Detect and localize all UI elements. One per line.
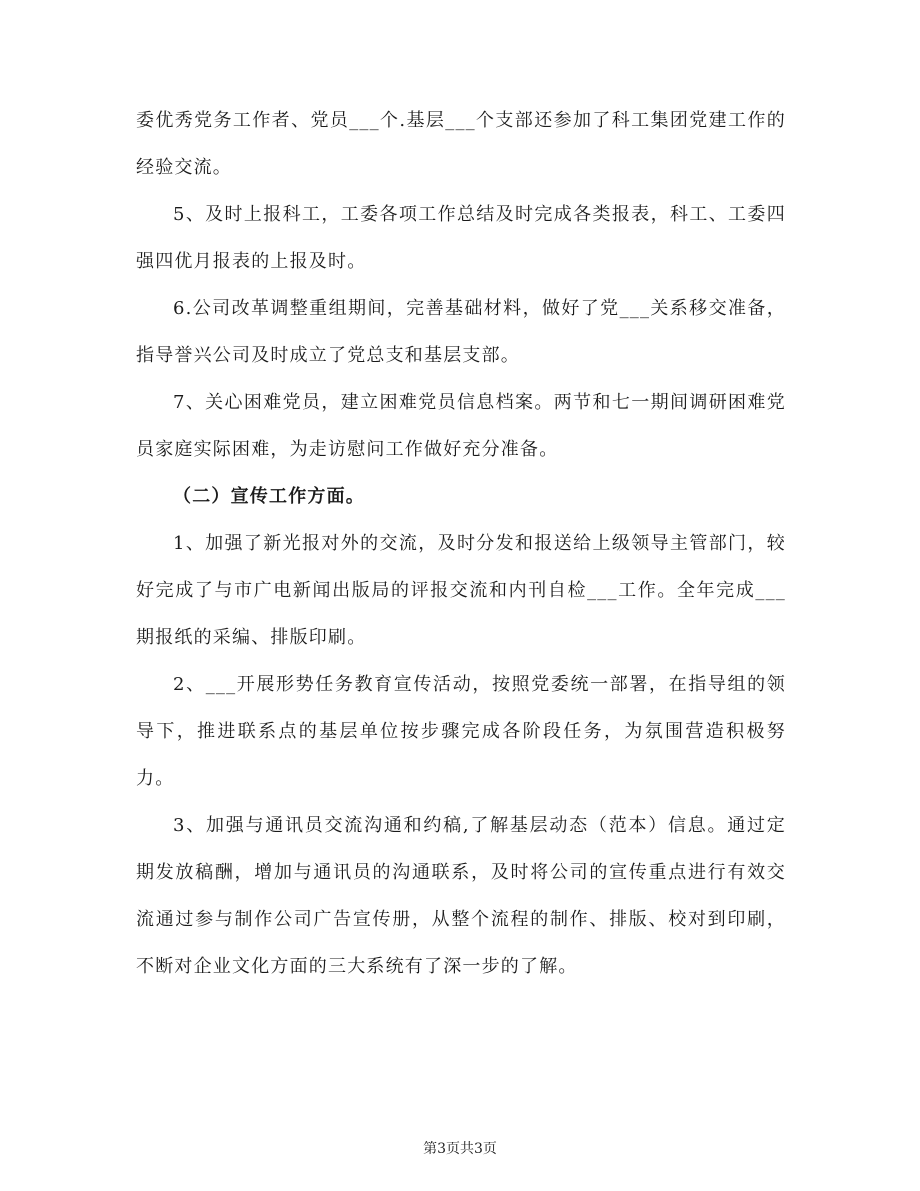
page-number-footer: 第3页共3页 <box>423 1141 497 1157</box>
paragraph-item-6: 6.公司改革调整重组期间，完善基础材料，做好了党___关系移交准备，指导誉兴公司及时成立了党总支和基层支部。 <box>136 298 786 366</box>
document-body <box>136 97 786 990</box>
paragraph-continued: 委优秀党务工作者、党员___个.基层___个支部还参加了科工集团党建工作的经验交流。 <box>136 110 786 178</box>
section-heading-publicity: （二）宣传工作方面。 <box>173 486 365 507</box>
paragraph-publicity-3: 3、加强与通讯员交流沟通和约稿,了解基层动态（范本）信息。通过定期发放稿酬，增加与通讯员的沟通联系，及时将公司的宣传重点进行有效交流通过参与制作公司广告宣传册，从整个流程的制作、排版、校对到印刷，不断对企业文化方面的三大系统有了深一步的了解。 <box>136 815 786 977</box>
paragraph-publicity-2: 2、___开展形势任务教育宣传活动，按照党委统一部署，在指导组的领导下，推进联系点的基层单位按步骤完成各阶段任务，为氛围营造积极努力。 <box>136 674 786 789</box>
paragraph-item-5: 5、及时上报科工，工委各项工作总结及时完成各类报表，科工、工委四强四优月报表的上报及时。 <box>136 204 786 272</box>
paragraph-item-7: 7、关心困难党员，建立困难党员信息档案。两节和七一期间调研困难党员家庭实际困难，为走访慰问工作做好充分准备。 <box>136 392 786 460</box>
paragraph-publicity-1: 1、加强了新光报对外的交流，及时分发和报送给上级领导主管部门，较好完成了与市广电新闻出版局的评报交流和内刊自检___工作。全年完成___期报纸的采编、排版印刷。 <box>136 533 786 648</box>
